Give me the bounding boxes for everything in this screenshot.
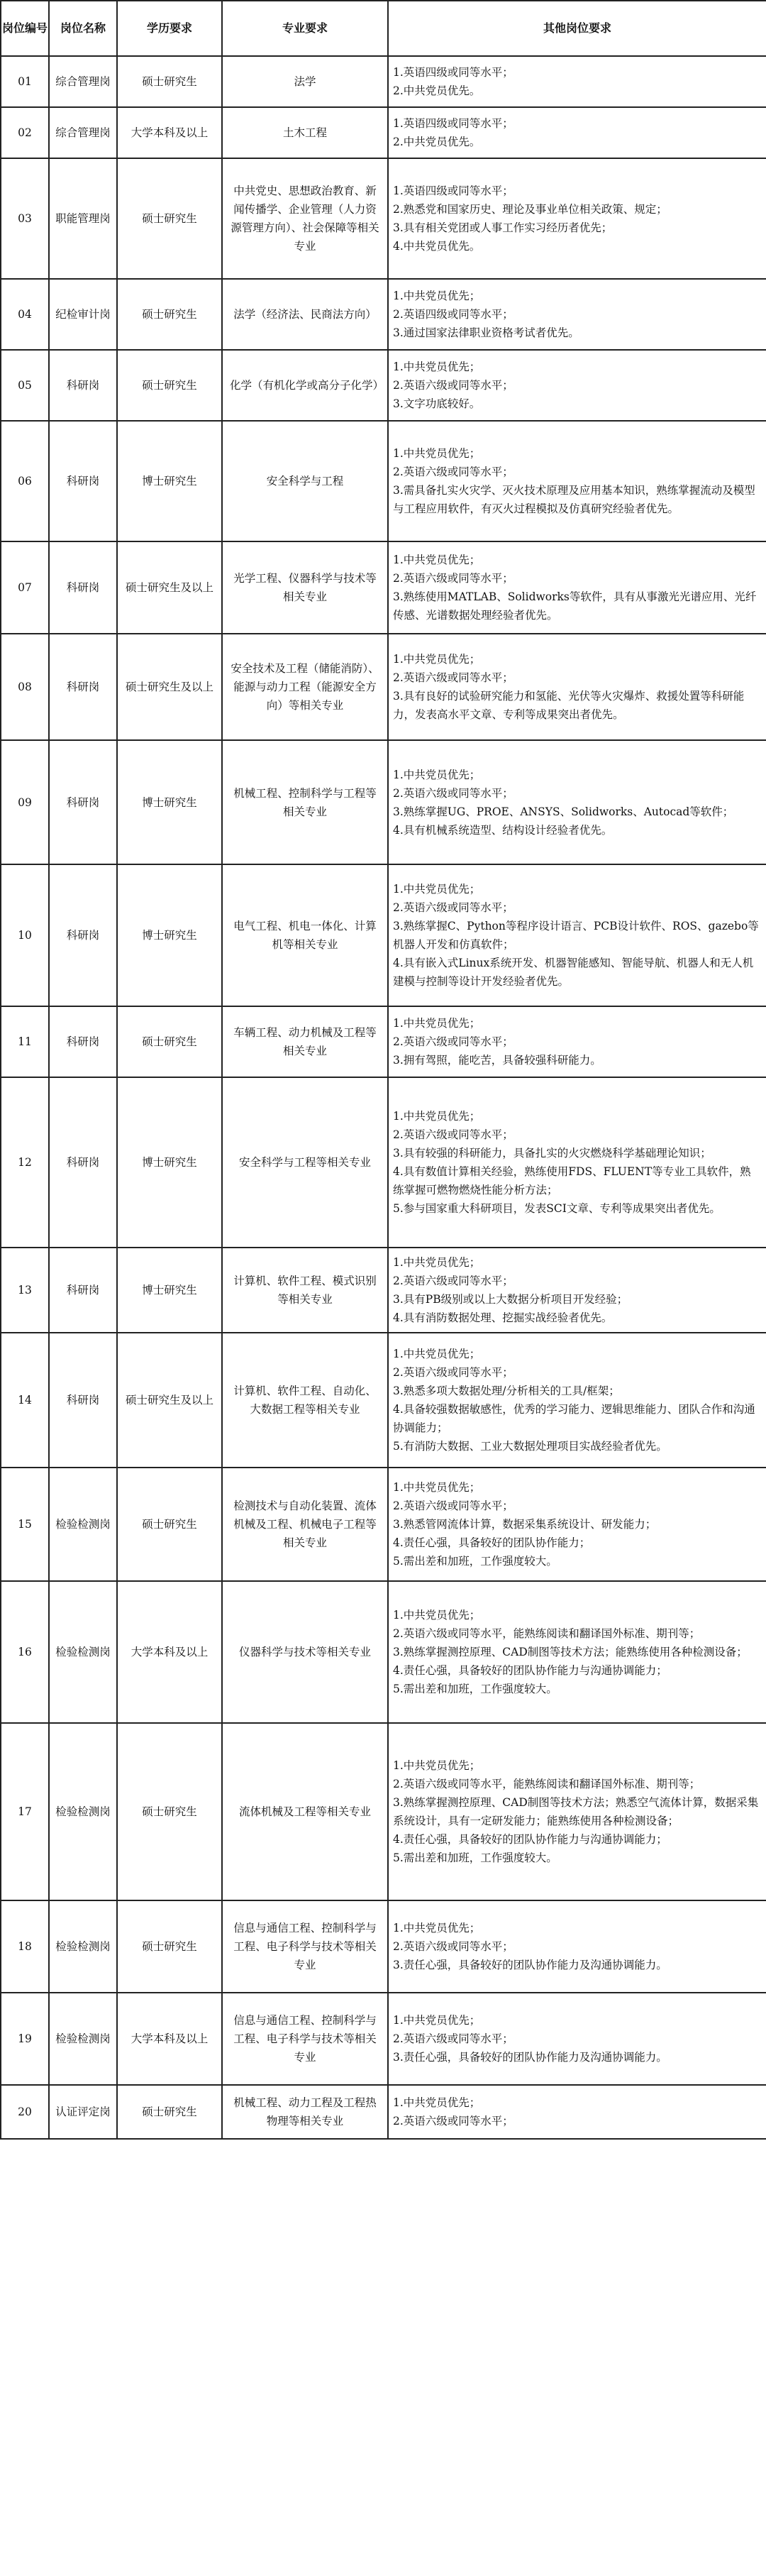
- requirement-line: 1.英语四级或同等水平；: [393, 66, 514, 79]
- major-cell: 安全科学与工程: [222, 421, 388, 541]
- requirement-line: 1.中共党员优先；: [393, 554, 481, 566]
- major-cell: 机械工程、控制科学与工程等相关专业: [222, 740, 388, 864]
- requirement-line: 1.中共党员优先；: [393, 1110, 481, 1123]
- table-row: [1, 158, 766, 279]
- position-id-cell: 09: [1, 740, 49, 864]
- requirement-line: 2.英语四级或同等水平；: [393, 308, 514, 321]
- education-cell: 硕士研究生: [117, 158, 222, 279]
- position-id-cell: 06: [1, 421, 49, 541]
- requirement-line: 5.需出差和加班，工作强度较大。: [393, 1683, 557, 1695]
- requirement-line: 4.具有数值计算相关经验，熟练使用FDS、FLUENT等专业工具软件，熟练掌握可燃物燃烧性能分析方法；: [393, 1165, 751, 1196]
- requirement-line: 2.英语六级或同等水平；: [393, 1128, 514, 1141]
- header-position-id: 岗位编号: [1, 1, 49, 56]
- position-name-cell: 认证评定岗: [49, 2085, 117, 2139]
- major-cell: 中共党史、思想政治教育、新闻传播学、企业管理（人力资源管理方向）、社会保障等相关专业: [222, 158, 388, 279]
- header-education: 学历要求: [117, 1, 222, 56]
- requirement-line: 4.具备较强数据敏感性，优秀的学习能力、逻辑思维能力、团队合作和沟通协调能力；: [393, 1403, 755, 1434]
- position-id-cell: 02: [1, 107, 49, 158]
- table-row: [1, 864, 766, 1006]
- position-name-cell: 检验检测岗: [49, 1723, 117, 1900]
- other-requirements-cell: [388, 1077, 766, 1248]
- major-cell: 信息与通信工程、控制科学与工程、电子科学与技术等相关专业: [222, 1993, 388, 2085]
- table-row: [1, 421, 766, 541]
- position-id-cell: 10: [1, 864, 49, 1006]
- other-requirements-cell: [388, 1468, 766, 1581]
- requirement-line: 3.具有相关党团或人事工作实习经历者优先；: [393, 221, 613, 234]
- position-id-cell: 17: [1, 1723, 49, 1900]
- requirement-line: 2.中共党员优先。: [393, 136, 481, 148]
- position-name-cell: 检验检测岗: [49, 1468, 117, 1581]
- position-id-cell: 05: [1, 350, 49, 421]
- requirement-line: 1.中共党员优先；: [393, 447, 481, 460]
- position-name-cell: 科研岗: [49, 1077, 117, 1248]
- table-body: [1, 56, 766, 2139]
- requirement-line: 2.英语六级或同等水平；: [393, 1940, 514, 1953]
- position-id-cell: 08: [1, 634, 49, 740]
- requirement-line: 1.中共党员优先；: [393, 2096, 481, 2109]
- requirement-line: 5.有消防大数据、工业大数据处理项目实战经验者优先。: [393, 1440, 667, 1453]
- requirement-line: 1.中共党员优先；: [393, 1348, 481, 1360]
- major-cell: 计算机、软件工程、自动化、大数据工程等相关专业: [222, 1333, 388, 1468]
- other-requirements-cell: [388, 2085, 766, 2139]
- position-name-cell: 检验检测岗: [49, 1900, 117, 1993]
- major-cell: 车辆工程、动力机械及工程等相关专业: [222, 1006, 388, 1077]
- requirement-line: 1.中共党员优先；: [393, 360, 481, 373]
- major-cell: 法学: [222, 56, 388, 107]
- major-cell: 化学（有机化学或高分子化学）: [222, 350, 388, 421]
- education-cell: 博士研究生: [117, 740, 222, 864]
- requirement-line: 4.责任心强，具备较好的团队协作能力与沟通协调能力；: [393, 1664, 667, 1677]
- requirement-line: 3.文字功底较好。: [393, 397, 481, 410]
- other-requirements-cell: [388, 56, 766, 107]
- table-row: [1, 740, 766, 864]
- requirement-line: 1.英语四级或同等水平；: [393, 117, 514, 130]
- education-cell: 硕士研究生: [117, 279, 222, 350]
- position-name-cell: 科研岗: [49, 1006, 117, 1077]
- position-name-cell: 检验检测岗: [49, 1993, 117, 2085]
- header-other-requirements: 其他岗位要求: [388, 1, 766, 56]
- table-row: [1, 56, 766, 107]
- position-name-cell: 综合管理岗: [49, 56, 117, 107]
- table-row: [1, 1333, 766, 1468]
- requirement-line: 3.熟练掌握测控原理、CAD制图等技术方法；能熟练使用各种检测设备；: [393, 1646, 748, 1658]
- table-row: [1, 1993, 766, 2085]
- education-cell: 博士研究生: [117, 1248, 222, 1333]
- position-id-cell: 19: [1, 1993, 49, 2085]
- requirement-line: 4.具有消防数据处理、挖掘实战经验者优先。: [393, 1311, 613, 1324]
- education-cell: 博士研究生: [117, 1077, 222, 1248]
- position-name-cell: 职能管理岗: [49, 158, 117, 279]
- requirement-line: 3.拥有驾照，能吃苦，具备较强科研能力。: [393, 1054, 601, 1067]
- education-cell: 硕士研究生及以上: [117, 634, 222, 740]
- major-cell: 法学（经济法、民商法方向）: [222, 279, 388, 350]
- requirement-line: 4.具有机械系统造型、结构设计经验者优先。: [393, 823, 613, 837]
- table-row: [1, 2085, 766, 2139]
- requirement-line: 2.英语六级或同等水平；: [393, 1499, 514, 1512]
- requirement-line: 2.英语六级或同等水平，能熟练阅读和翻译国外标准、期刊等；: [393, 1778, 701, 1790]
- requirement-line: 1.中共党员优先；: [393, 290, 481, 302]
- education-cell: 大学本科及以上: [117, 107, 222, 158]
- education-cell: 硕士研究生: [117, 1006, 222, 1077]
- requirement-line: 3.通过国家法律职业资格考试者优先。: [393, 326, 579, 339]
- requirement-line: 3.熟练掌握UG、PROE、ANSYS、Solidworks、Autocad等软件；: [393, 805, 734, 818]
- other-requirements-cell: [388, 634, 766, 740]
- table-row: [1, 1006, 766, 1077]
- table-row: [1, 634, 766, 740]
- major-cell: 土木工程: [222, 107, 388, 158]
- requirement-line: 2.熟悉党和国家历史、理论及事业单位相关政策、规定；: [393, 203, 667, 216]
- other-requirements-cell: [388, 864, 766, 1006]
- requirement-line: 2.英语六级或同等水平；: [393, 466, 514, 478]
- position-id-cell: 04: [1, 279, 49, 350]
- requirement-line: 2.英语六级或同等水平；: [393, 786, 514, 800]
- table-row: [1, 350, 766, 421]
- position-name-cell: 科研岗: [49, 1333, 117, 1468]
- other-requirements-cell: [388, 158, 766, 279]
- position-name-cell: 检验检测岗: [49, 1581, 117, 1723]
- requirement-line: 4.责任心强，具备较好的团队协作能力与沟通协调能力；: [393, 1833, 667, 1846]
- requirement-line: 2.英语六级或同等水平；: [393, 2032, 514, 2045]
- major-cell: 电气工程、机电一体化、计算机等相关专业: [222, 864, 388, 1006]
- requirement-line: 2.英语六级或同等水平，能熟练阅读和翻译国外标准、期刊等；: [393, 1627, 701, 1640]
- requirement-line: 4.责任心强，具备较好的团队协作能力；: [393, 1536, 591, 1549]
- requirement-line: 1.中共党员优先；: [393, 883, 481, 896]
- position-id-cell: 01: [1, 56, 49, 107]
- position-name-cell: 科研岗: [49, 634, 117, 740]
- requirement-line: 2.英语六级或同等水平；: [393, 1035, 514, 1048]
- position-name-cell: 综合管理岗: [49, 107, 117, 158]
- position-name-cell: 科研岗: [49, 421, 117, 541]
- requirement-line: 1.中共党员优先；: [393, 2014, 481, 2027]
- major-cell: 计算机、软件工程、模式识别等相关专业: [222, 1248, 388, 1333]
- requirement-line: 4.中共党员优先。: [393, 240, 481, 253]
- requirement-line: 4.具有嵌入式Linux系统开发、机器智能感知、智能导航、机器人和无人机建模与控制等设计开发经验者优先。: [393, 957, 754, 988]
- table-row: [1, 541, 766, 634]
- requirement-line: 5.需出差和加班，工作强度较大。: [393, 1851, 557, 1864]
- other-requirements-cell: [388, 1581, 766, 1723]
- requirement-line: 1.中共党员优先；: [393, 768, 481, 781]
- requirement-line: 3.具有良好的试验研究能力和氢能、光伏等火灾爆炸、救援处置等科研能力，发表高水平文章、专利等成果突出者优先。: [393, 690, 745, 721]
- other-requirements-cell: [388, 350, 766, 421]
- other-requirements-cell: [388, 1900, 766, 1993]
- position-id-cell: 15: [1, 1468, 49, 1581]
- education-cell: 硕士研究生: [117, 1900, 222, 1993]
- requirement-line: 2.英语六级或同等水平；: [393, 901, 514, 914]
- table-row: [1, 1248, 766, 1333]
- major-cell: 流体机械及工程等相关专业: [222, 1723, 388, 1900]
- requirement-line: 3.具有PB级别或以上大数据分析项目开发经验；: [393, 1293, 628, 1306]
- requirement-line: 1.英语四级或同等水平；: [393, 185, 514, 197]
- requirement-line: 3.需具备扎实火灾学、灭火技术原理及应用基本知识，熟练掌握流动及模型与工程应用软件，有灭火过程模拟及仿真研究经验者优先。: [393, 484, 755, 515]
- position-id-cell: 16: [1, 1581, 49, 1723]
- position-name-cell: 科研岗: [49, 541, 117, 634]
- other-requirements-cell: [388, 1006, 766, 1077]
- other-requirements-cell: [388, 541, 766, 634]
- requirement-line: 2.英语六级或同等水平；: [393, 671, 514, 684]
- education-cell: 硕士研究生: [117, 1468, 222, 1581]
- position-id-cell: 12: [1, 1077, 49, 1248]
- table-row: [1, 1900, 766, 1993]
- requirement-line: 1.中共党员优先；: [393, 1922, 481, 1934]
- table-header-row: [1, 1, 766, 56]
- major-cell: 安全技术及工程（储能消防）、能源与动力工程（能源安全方向）等相关专业: [222, 634, 388, 740]
- education-cell: 大学本科及以上: [117, 1993, 222, 2085]
- position-name-cell: 科研岗: [49, 864, 117, 1006]
- education-cell: 硕士研究生及以上: [117, 541, 222, 634]
- education-cell: 硕士研究生: [117, 56, 222, 107]
- header-major: 专业要求: [222, 1, 388, 56]
- education-cell: 硕士研究生: [117, 350, 222, 421]
- table-row: [1, 1077, 766, 1248]
- other-requirements-cell: [388, 107, 766, 158]
- other-requirements-cell: [388, 1993, 766, 2085]
- position-id-cell: 07: [1, 541, 49, 634]
- requirement-line: 1.中共党员优先；: [393, 653, 481, 666]
- major-cell: 机械工程、动力工程及工程热物理等相关专业: [222, 2085, 388, 2139]
- education-cell: 硕士研究生: [117, 2085, 222, 2139]
- other-requirements-cell: [388, 279, 766, 350]
- position-name-cell: 科研岗: [49, 350, 117, 421]
- requirement-line: 5.需出差和加班，工作强度较大。: [393, 1555, 557, 1568]
- requirement-line: 1.中共党员优先；: [393, 1759, 481, 1772]
- other-requirements-cell: [388, 1723, 766, 1900]
- header-position-name: 岗位名称: [49, 1, 117, 56]
- requirement-line: 3.熟悉管网流体计算，数据采集系统设计、研发能力；: [393, 1518, 657, 1531]
- table-row: [1, 107, 766, 158]
- requirement-line: 1.中共党员优先；: [393, 1609, 481, 1622]
- requirement-line: 2.英语六级或同等水平；: [393, 379, 514, 392]
- position-name-cell: 科研岗: [49, 1248, 117, 1333]
- other-requirements-cell: [388, 1333, 766, 1468]
- requirement-line: 3.熟练掌握C、Python等程序设计语言、PCB设计软件、ROS、gazebo等机器人开发和仿真软件；: [393, 920, 759, 951]
- requirement-line: 3.责任心强，具备较好的团队协作能力及沟通协调能力。: [393, 2051, 667, 2064]
- table-row: [1, 279, 766, 350]
- requirement-line: 2.英语六级或同等水平；: [393, 1366, 514, 1379]
- education-cell: 硕士研究生及以上: [117, 1333, 222, 1468]
- requirement-line: 2.中共党员优先。: [393, 84, 481, 97]
- requirement-line: 1.中共党员优先；: [393, 1256, 481, 1269]
- table-row: [1, 1581, 766, 1723]
- requirement-line: 2.英语六级或同等水平；: [393, 2115, 514, 2128]
- requirement-line: 3.熟悉多项大数据处理/分析相关的工具/框架；: [393, 1385, 620, 1397]
- requirement-line: 3.具有较强的科研能力，具备扎实的火灾燃烧科学基础理论知识；: [393, 1147, 711, 1160]
- requirement-line: 2.英语六级或同等水平；: [393, 572, 514, 585]
- table-row: [1, 1468, 766, 1581]
- education-cell: 硕士研究生: [117, 1723, 222, 1900]
- requirement-line: 3.责任心强，具备较好的团队协作能力及沟通协调能力。: [393, 1959, 667, 1971]
- requirement-line: 1.中共党员优先；: [393, 1017, 481, 1030]
- other-requirements-cell: [388, 740, 766, 864]
- requirement-line: 2.英语六级或同等水平；: [393, 1275, 514, 1287]
- position-name-cell: 纪检审计岗: [49, 279, 117, 350]
- requirement-line: 1.中共党员优先；: [393, 1481, 481, 1494]
- requirement-line: 3.熟练使用MATLAB、Solidworks等软件，具有从事激光光谱应用、光纤传感、光谱数据处理经验者优先。: [393, 590, 757, 622]
- major-cell: 仪器科学与技术等相关专业: [222, 1581, 388, 1723]
- position-id-cell: 20: [1, 2085, 49, 2139]
- major-cell: 检测技术与自动化装置、流体机械及工程、机械电子工程等相关专业: [222, 1468, 388, 1581]
- position-id-cell: 03: [1, 158, 49, 279]
- major-cell: 光学工程、仪器科学与技术等相关专业: [222, 541, 388, 634]
- table-row: [1, 1723, 766, 1900]
- major-cell: 安全科学与工程等相关专业: [222, 1077, 388, 1248]
- position-id-cell: 18: [1, 1900, 49, 1993]
- education-cell: 博士研究生: [117, 864, 222, 1006]
- other-requirements-cell: [388, 421, 766, 541]
- position-id-cell: 14: [1, 1333, 49, 1468]
- position-name-cell: 科研岗: [49, 740, 117, 864]
- education-cell: 大学本科及以上: [117, 1581, 222, 1723]
- position-id-cell: 13: [1, 1248, 49, 1333]
- major-cell: 信息与通信工程、控制科学与工程、电子科学与技术等相关专业: [222, 1900, 388, 1993]
- requirement-line: 5.参与国家重大科研项目，发表SCI文章、专利等成果突出者优先。: [393, 1202, 721, 1215]
- position-id-cell: 11: [1, 1006, 49, 1077]
- other-requirements-cell: [388, 1248, 766, 1333]
- education-cell: 博士研究生: [117, 421, 222, 541]
- requirement-line: 3.熟练掌握测控原理、CAD制图等技术方法；熟悉空气流体计算，数据采集系统设计，具有一定研发能力；能熟练使用各种检测设备；: [393, 1796, 759, 1827]
